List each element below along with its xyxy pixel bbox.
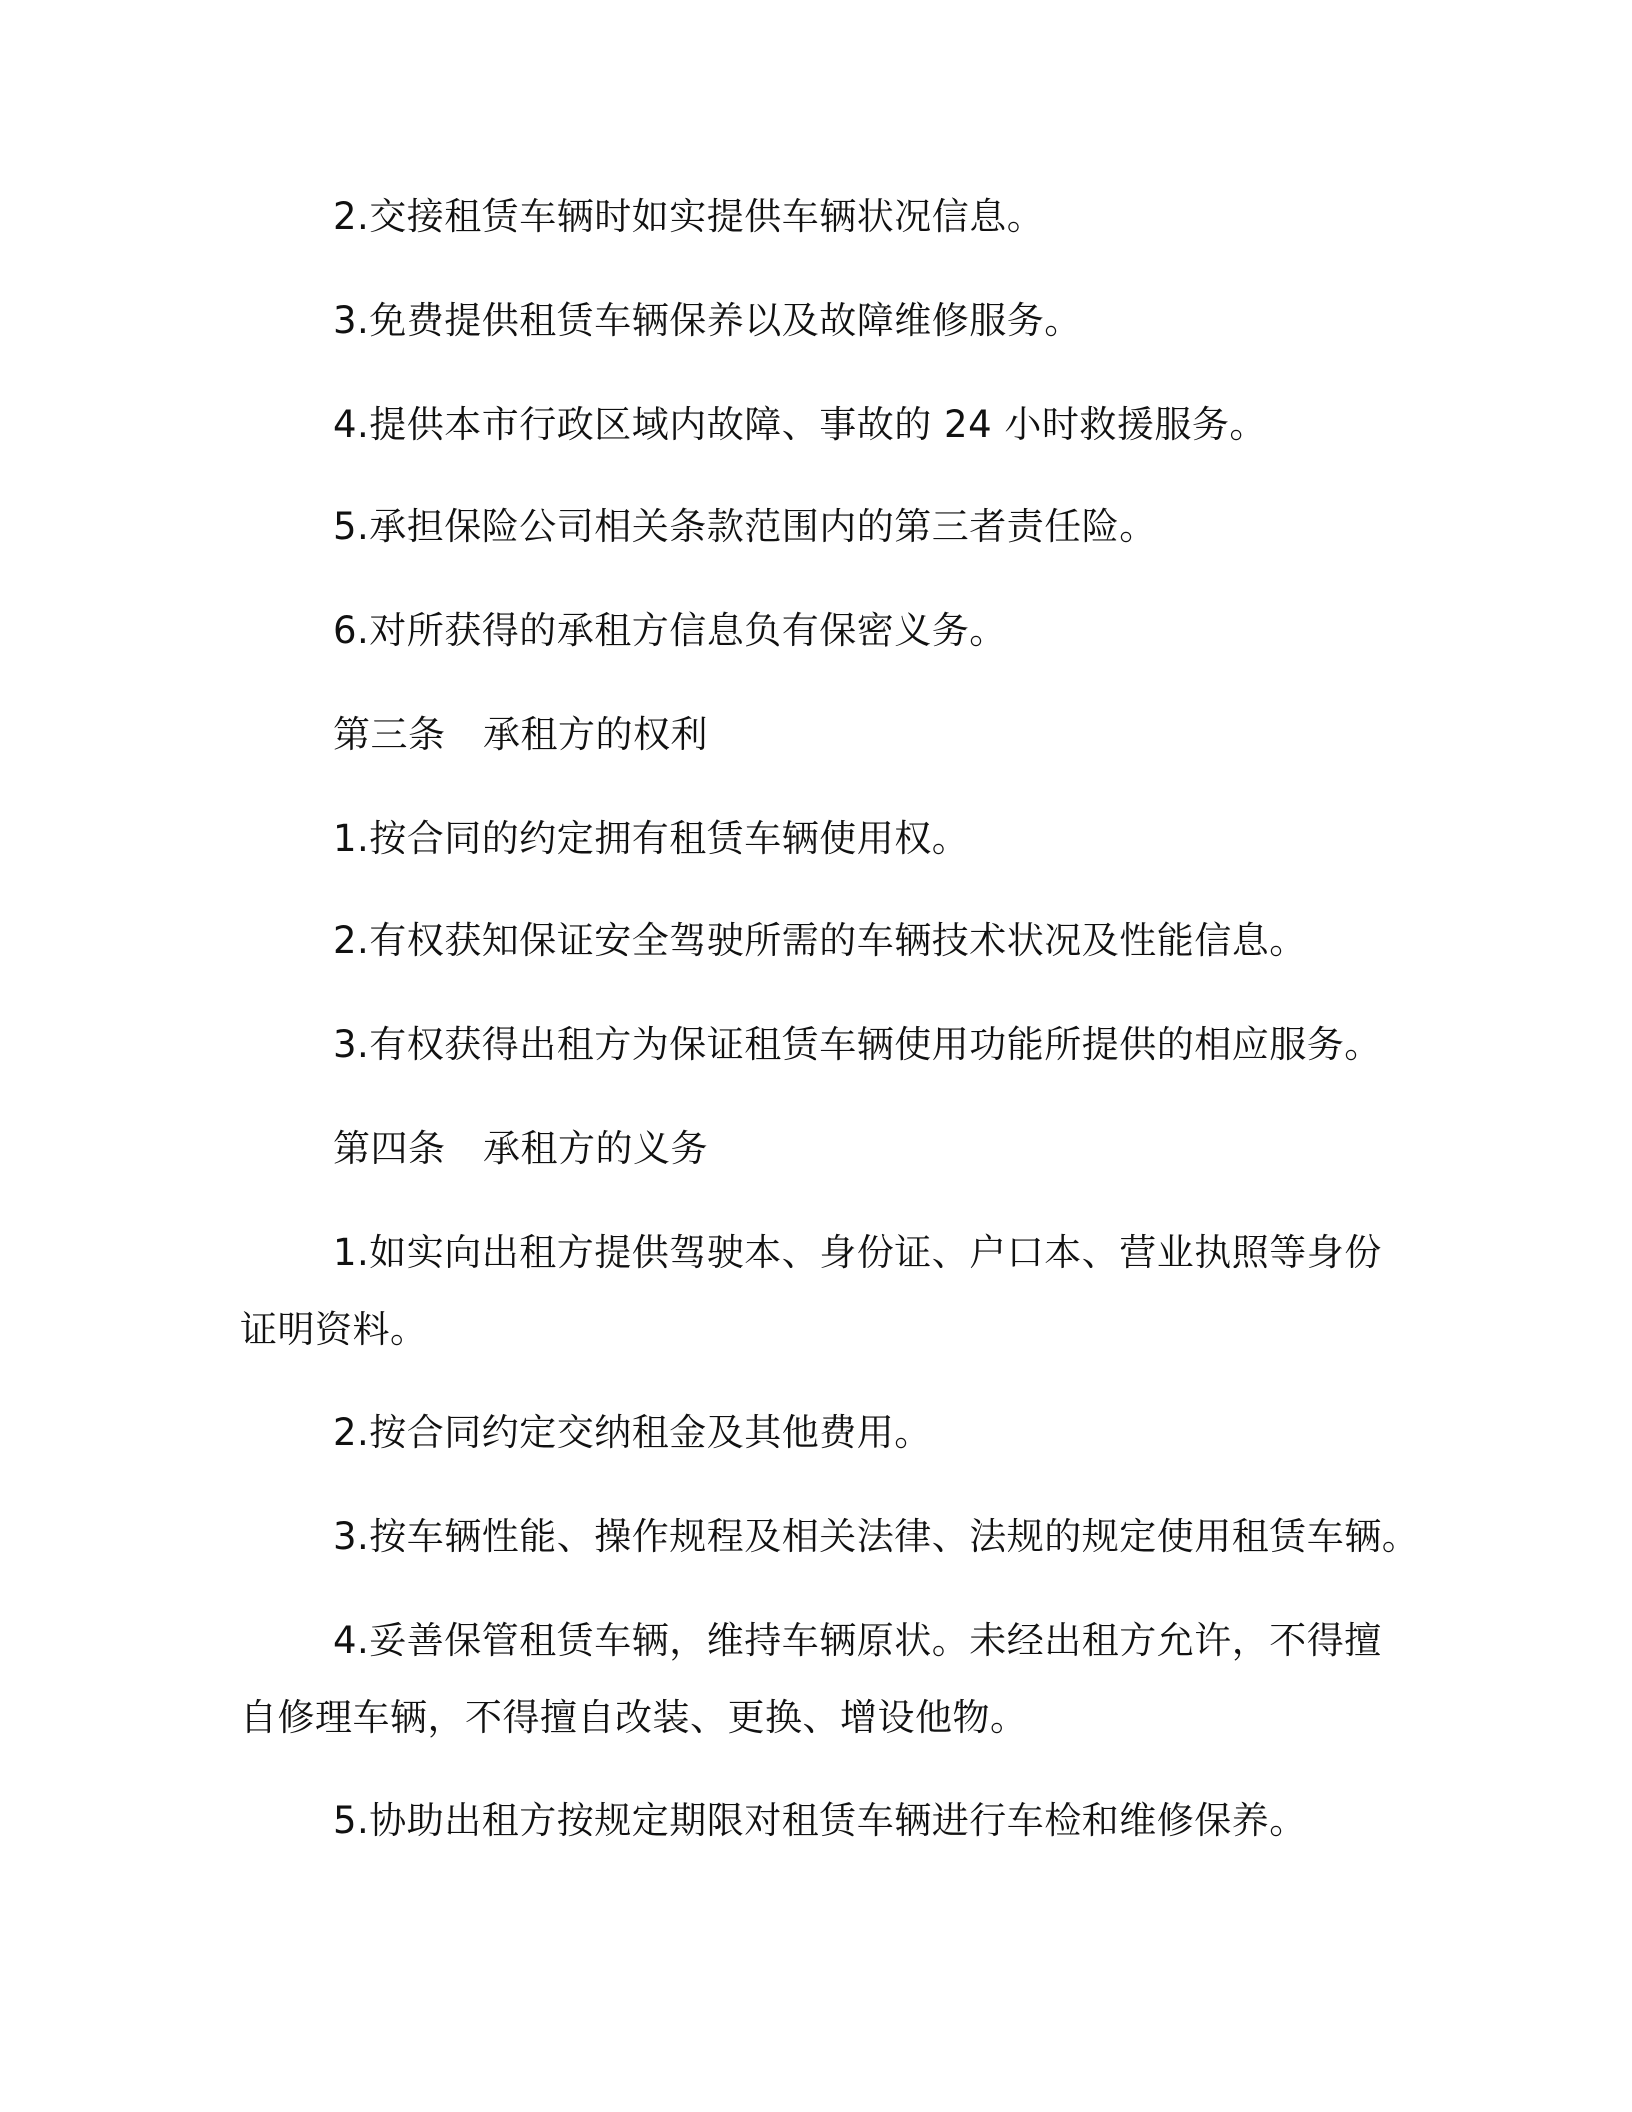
article-heading: 第三条 承租方的权利 [333, 713, 708, 756]
provision-line: 3.按车辆性能、操作规程及相关法律、法规的规定使用租赁车辆。 [333, 1515, 1420, 1558]
provision-line: 1.按合同的约定拥有租赁车辆使用权。 [333, 817, 970, 860]
provision-line: 2.交接租赁车辆时如实提供车辆状况信息。 [333, 195, 1045, 238]
provision-line: 3.免费提供租赁车辆保养以及故障维修服务。 [333, 299, 1082, 342]
provision-line: 1.如实向出租方提供驾驶本、身份证、户口本、营业执照等身份 [333, 1231, 1382, 1274]
provision-line: 5.承担保险公司相关条款范围内的第三者责任险。 [333, 505, 1157, 548]
provision-line: 3.有权获得出租方为保证租赁车辆使用功能所提供的相应服务。 [333, 1023, 1382, 1066]
provision-line: 2.有权获知保证安全驾驶所需的车辆技术状况及性能信息。 [333, 919, 1307, 962]
provision-line: 4.妥善保管租赁车辆，维持车辆原状。未经出租方允许，不得擅 [333, 1619, 1382, 1662]
provision-line: 5.协助出租方按规定期限对租赁车辆进行车检和维修保养。 [333, 1799, 1307, 1842]
provision-line: 2.按合同约定交纳租金及其他费用。 [333, 1411, 932, 1454]
provision-line-continuation: 证明资料。 [240, 1308, 428, 1351]
provision-line: 6.对所获得的承租方信息负有保密义务。 [333, 609, 1007, 652]
article-heading: 第四条 承租方的义务 [333, 1127, 708, 1170]
provision-line-continuation: 自修理车辆，不得擅自改装、更换、增设他物。 [240, 1696, 1028, 1739]
provision-line: 4.提供本市行政区域内故障、事故的 24 小时救援服务。 [333, 403, 1267, 446]
